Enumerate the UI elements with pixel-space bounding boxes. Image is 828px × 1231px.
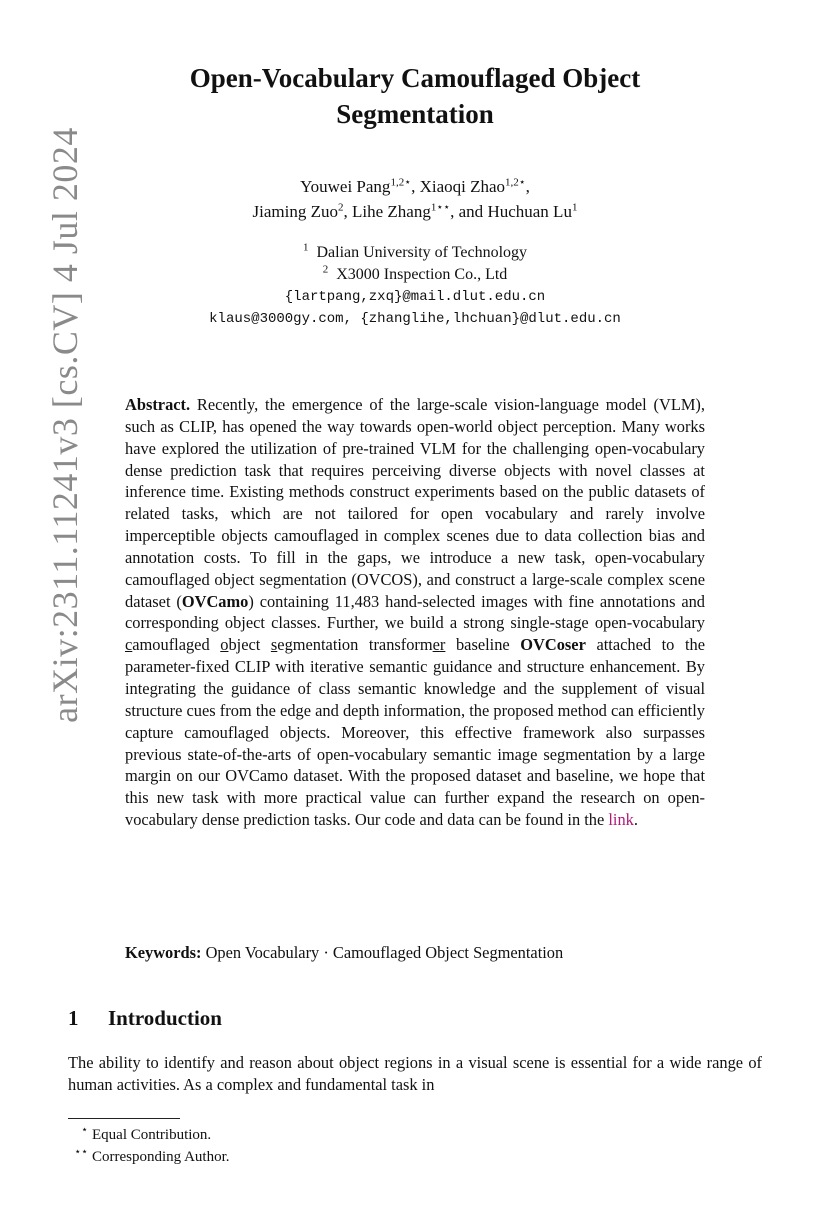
footnotes	[68, 1124, 230, 1168]
section-number: 1	[68, 1006, 79, 1030]
affiliation-name: Dalian University of Technology	[316, 244, 528, 261]
affiliation-number: 2	[322, 263, 329, 276]
abstract-text: baseline	[445, 635, 521, 655]
email-line: klaus@3000gy.com, {zhanglihe,lhchuan}@dlut.edu.cn	[209, 311, 621, 327]
author-superscript: 1,2⋆	[505, 176, 526, 189]
abstract-text: attached to the parameter-fixed CLIP with iterative semantic guidance and structure enhancement. By integrating the guidance of class semantic knowledge and the supplement of visual structure cues from the edge and depth information, the proposed method can efficiently capture camouflaged objects. Moreover, this effective framework also surpasses previous state-of-the-arts of open-vocabulary semantic image segmentation by a large margin on our OVCamo dataset. With the proposed dataset and baseline, we hope that this new task with more practical value can further expand the research on open-vocabulary dense prediction tasks. Our code and data can be found in the	[125, 635, 706, 830]
acronym-letter: c	[125, 635, 133, 655]
author-name: Huchuan Lu	[487, 202, 572, 221]
footnote-text: Corresponding Author.	[92, 1149, 230, 1165]
abstract-label: Abstract.	[125, 395, 191, 414]
author-name: Lihe Zhang	[352, 202, 431, 221]
author-list	[125, 174, 705, 224]
author-superscript: 1	[571, 201, 578, 214]
abstract-text: ) containing 11,483 hand-selected images with fine annotations and corresponding object classes. Further, we build a strong single-stage open-vocabulary	[125, 591, 706, 633]
footnote: ⋆⋆ Corresponding Author.	[74, 1146, 230, 1165]
footnote: ⋆ Equal Contribution.	[81, 1124, 212, 1143]
acronym-letter: r	[439, 635, 446, 655]
keywords	[125, 942, 705, 964]
abstract-text: bject	[228, 635, 271, 655]
keywords-text: Open Vocabulary · Camouflaged Object Segmentation	[201, 943, 564, 962]
affiliation-name: X3000 Inspection Co., Ltd	[336, 266, 508, 283]
affiliation-line	[125, 264, 705, 286]
author-name: Xiaoqi Zhao	[419, 177, 506, 196]
code-link[interactable]: link	[608, 810, 634, 830]
author-separator: ,	[525, 177, 530, 196]
author-superscript: 1,2⋆	[390, 176, 412, 189]
model-name: OVCoser	[520, 635, 586, 655]
affiliations	[125, 242, 705, 330]
paper-title: Open-Vocabulary Camouflaged Object Segmentation	[189, 63, 641, 129]
acronym-letter: e	[432, 635, 440, 655]
intro-paragraph: The ability to identify and reason about object regions in a visual scene is essential for a wide range of human activities. As a complex and fundamental task in	[68, 1053, 762, 1094]
email-line: {lartpang,zxq}@mail.dlut.edu.cn	[284, 289, 546, 305]
abstract-text: egmentation transform	[277, 635, 433, 655]
dataset-name: OVCamo	[181, 591, 249, 611]
section-heading	[68, 1006, 222, 1031]
author-name: Jiaming Zuo	[252, 202, 339, 221]
abstract-text: .	[633, 810, 638, 830]
affiliation-line	[125, 242, 705, 264]
acronym-letter: o	[220, 635, 229, 655]
author-separator: , and	[450, 202, 488, 221]
footnote-text: Equal Contribution.	[92, 1127, 212, 1143]
footnote-rule	[68, 1118, 180, 1119]
acronym-letter: s	[270, 635, 278, 655]
keywords-label: Keywords:	[125, 943, 202, 962]
author-separator: ,	[343, 202, 353, 221]
author-superscript: 2	[338, 201, 344, 214]
abstract-text: Recently, the emergence of the large-scale vision-language model (VLM), such as CLIP, has opened the way towards open-world object perception. Many works have explored the utilization of pre-trained VLM for the challenging open-vocabulary dense prediction task that requires perceiving diverse objects with novel classes at inference time. Existing methods construct experiments based on the public datasets of related tasks, which are not tailored for open vocabulary and rarely involve imperceptible objects camouflaged in complex scenes due to data collection bias and annotation costs. To fill in the gaps, we introduce a new task, open-vocabulary camouflaged object segmentation (OVCOS), and construct a large-scale complex scene dataset (	[125, 395, 705, 611]
section-title: Introduction	[108, 1006, 222, 1030]
arxiv-identifier-text: arXiv:2311.11241v3 [cs.CV] 4 Jul 2024	[45, 127, 85, 723]
affiliation-number: 1	[302, 241, 309, 254]
author-separator: ,	[411, 177, 420, 196]
arxiv-identifier	[45, 95, 85, 755]
abstract	[125, 394, 705, 831]
author-name: Youwei Pang	[300, 177, 391, 196]
abstract-text: amouflaged	[132, 635, 221, 655]
author-superscript: 1⋆⋆	[430, 201, 451, 214]
